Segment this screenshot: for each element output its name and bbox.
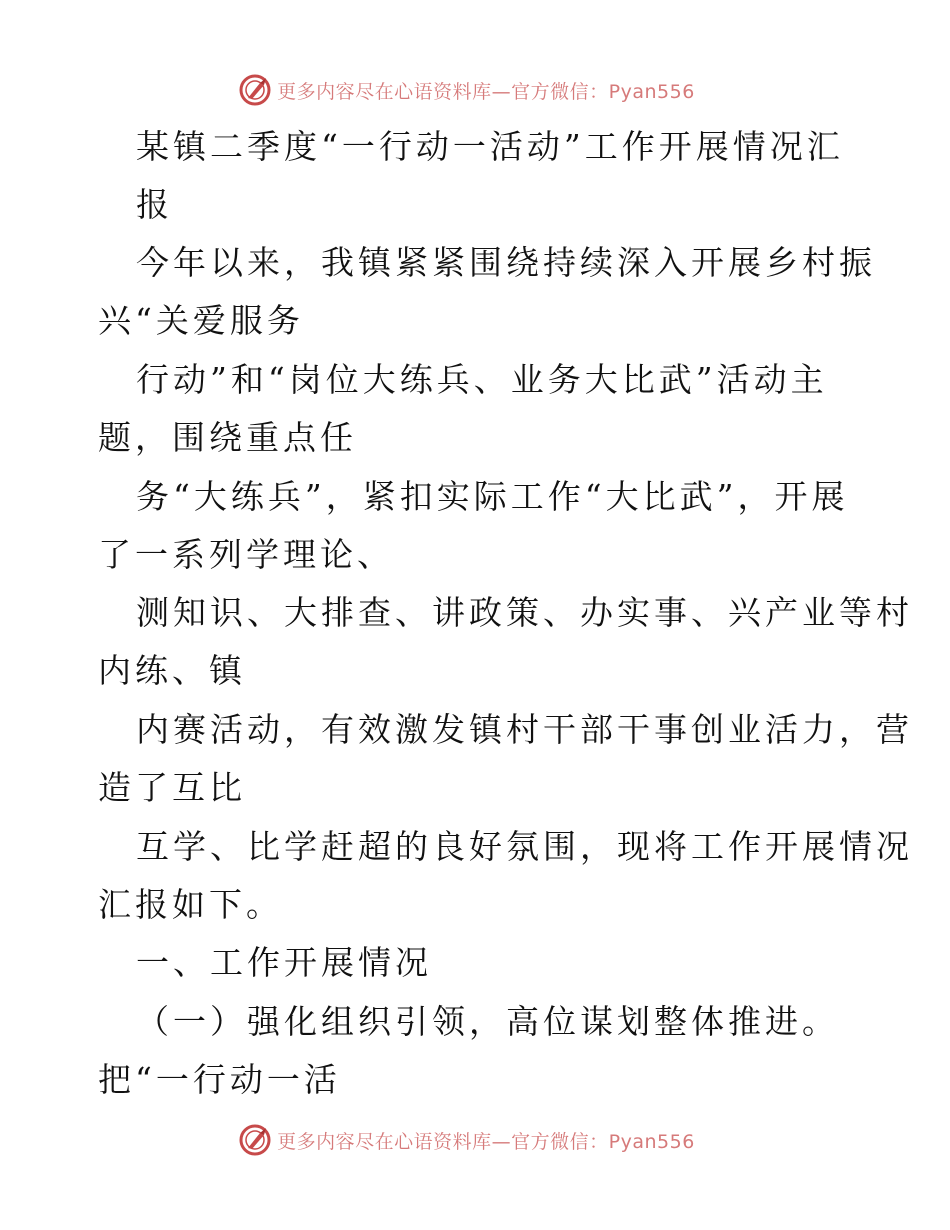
doc-line: 了一系列学理论、: [98, 535, 394, 574]
doc-line: 题，围绕重点任: [98, 418, 357, 457]
doc-line: 兴“关爱服务: [98, 301, 304, 340]
doc-line: 把“一行动一活: [98, 1060, 341, 1099]
footer-watermark: [0, 1120, 950, 1160]
quill-pen-logo-icon: [239, 1124, 271, 1156]
doc-line: 某镇二季度“一行动一活动”工作开展情况汇: [136, 127, 844, 166]
doc-line: 行动”和“岗位大练兵、业务大比武”活动主: [136, 360, 828, 399]
doc-line: 报: [136, 185, 173, 224]
doc-line: 务“大练兵”，紧扣实际工作“大比武”，开展: [136, 477, 849, 516]
doc-line: 测知识、大排查、讲政策、办实事、兴产业等村: [136, 593, 913, 632]
subsection-heading: （一）强化组织引领，高位谋划整体推进。: [136, 1002, 839, 1041]
section-heading: 一、工作开展情况: [136, 943, 432, 982]
doc-line: 今年以来，我镇紧紧围绕持续深入开展乡村振: [136, 243, 876, 282]
watermark-text: 更多内容尽在心语资料库—官方微信：Pyan556: [277, 1130, 695, 1153]
doc-line: 内赛活动，有效激发镇村干部干事创业活力，营: [136, 710, 913, 749]
doc-line: 造了互比: [98, 768, 246, 807]
doc-line: 互学、比学赶超的良好氛围，现将工作开展情况: [136, 827, 913, 866]
doc-line: 内练、镇: [98, 651, 246, 690]
watermark-text: 更多内容尽在心语资料库—官方微信：Pyan556: [277, 80, 695, 103]
doc-line: 汇报如下。: [98, 885, 283, 924]
